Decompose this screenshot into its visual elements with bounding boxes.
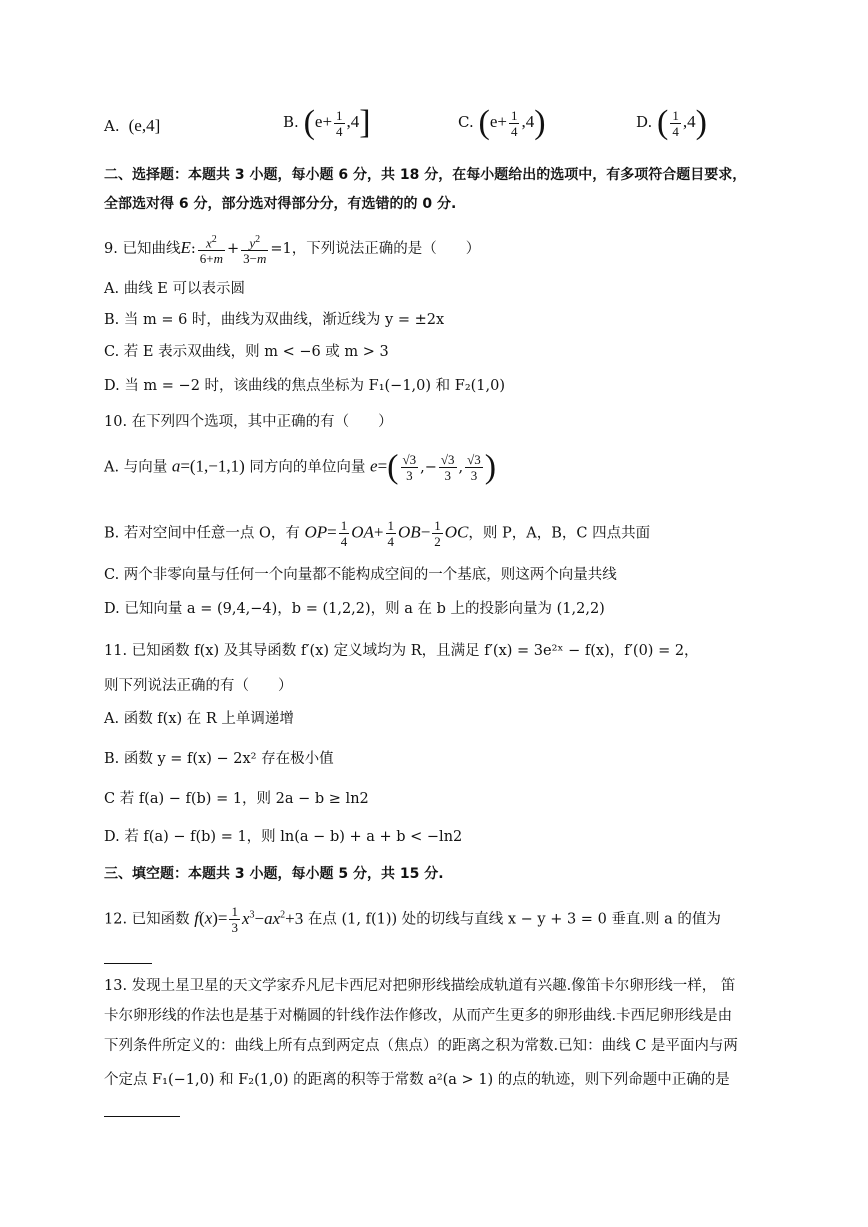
section2-heading-line2: 全部选对得 6 分，部分选对得部分分，有选错的的 0 分. (104, 196, 457, 212)
q10-b-suffix: ，则 P，A，B，C 四点共面 (468, 525, 651, 542)
option-a-value: (e,4] (124, 116, 161, 135)
q8-option-b: B. (e+ $\frac{1}{4}$ ,4] (283, 104, 371, 141)
q11-option-b: B. 函数 y = f(x) − 2x² 存在极小值 (104, 751, 334, 767)
q12-prefix: 12. 已知函数 (104, 911, 190, 928)
q13-line3: 下列条件所定义的：曲线上所有点到两定点（焦点）的距离之积为常数.已知：曲线 C 是平面内与两 (104, 1038, 738, 1054)
q10-a-prefix: A. 与向量 (104, 459, 168, 476)
q11-stem-line2: 则下列说法正确的有（ ） (104, 678, 293, 694)
q12-answer-blank[interactable] (104, 963, 152, 964)
q13-answer-blank[interactable] (104, 1116, 180, 1117)
q9-option-b: B. 当 m = 6 时，曲线为双曲线，渐近线为 y = ±2x (104, 312, 445, 328)
q9-option-d: D. 当 m = −2 时，该曲线的焦点坐标为 F₁(−1,0) 和 F₂(1,0) (104, 378, 506, 394)
q10-b-prefix: B. 若对空间中任意一点 O，有 (104, 525, 300, 542)
q11-option-d: D. 若 f(a) − f(b) = 1，则 ln(a − b) + a + b < −ln2 (104, 829, 463, 845)
q13-line1: 13. 发现土星卫星的天文学家乔凡尼卡西尼对把卵形线描绘成轨道有兴趣.像笛卡尔卵形线一样， 笛 (104, 978, 736, 994)
q9-stem-suffix: ，下列说法正确的是（ ） (291, 241, 481, 258)
q13-line4: 个定点 F₁(−1,0) 和 F₂(1,0) 的距离的积等于常数 a²(a > 1) 的点的轨迹，则下列命题中正确的是 (104, 1072, 730, 1088)
option-b-label: B. (283, 113, 299, 131)
q8-option-c: C. (e+ $\frac{1}{4}$ ,4) (458, 104, 546, 141)
option-a-label: A. (104, 117, 120, 135)
q10-option-b: B. 若对空间中任意一点 O，有 OP= $\frac{1}{4}$ OA+ $\frac{1}{4}$ OB− $\frac{1}{2}$ OC，则 P，A，B，C 四点共面 (104, 518, 651, 549)
q10-option-a: A. 与向量 a=(1,−1,1) 同方向的单位向量 e=( $\frac{√3}{3}$ ,− $\frac{√3}{3}$ , $\frac{√3}{3}$ ) (104, 448, 497, 486)
section3-heading: 三、填空题：本题共 3 小题，每小题 5 分，共 15 分. (104, 866, 444, 882)
q11-option-a: A. 函数 f(x) 在 R 上单调递增 (104, 711, 294, 727)
option-c-label: C. (458, 113, 474, 131)
q11-stem-line1: 11. 已知函数 f(x) 及其导函数 f′(x) 定义域均为 R，且满足 f′(x) = 3e²ˣ − f(x)，f′(0) = 2， (104, 643, 699, 659)
q9-option-c: C. 若 E 表示双曲线，则 m < −6 或 m > 3 (104, 344, 389, 360)
q10-option-c: C. 两个非零向量与任何一个向量都不能构成空间的一个基底，则这两个向量共线 (104, 567, 617, 583)
q9-stem-prefix: 9. 已知曲线 (104, 241, 181, 258)
option-d-label: D. (636, 113, 653, 131)
q12-stem: 12. 已知函数 f(x)= $\frac{1}{3}$ $x^3-ax^2+3$ 在点 (1, f(1)) 处的切线与直线 x − y + 3 = 0 垂直.则 a 的值为 (104, 904, 721, 935)
q12-suffix: 在点 (1, f(1)) 处的切线与直线 x − y + 3 = 0 垂直.则 a 的值为 (307, 911, 721, 928)
q13-line2: 卡尔卵形线的作法也是基于对椭圆的针线作法作修改，从而产生更多的卵形曲线.卡西尼卵形线是由 (104, 1008, 733, 1024)
q8-option-d: D. ( $\frac{1}{4}$ ,4) (636, 104, 707, 141)
section2-heading-line1: 二、选择题：本题共 3 小题，每小题 6 分，共 18 分，在每小题给出的选项中，有多项符合题目要求， (104, 167, 747, 183)
q9-stem: 9. 已知曲线E: $\frac{x^2}{6+m}$ + $\frac{y^2}{3-m}$ =1，下列说法正确的是（ ） (104, 234, 481, 267)
q11-option-c: C 若 f(a) − f(b) = 1，则 2a − b ≥ ln2 (104, 791, 369, 807)
q10-a-mid: 同方向的单位向量 (249, 459, 366, 476)
q10-option-d: D. 已知向量 a = (9,4,−4)，b = (1,2,2)，则 a 在 b 上的投影向量为 (1,2,2) (104, 601, 605, 617)
q8-option-a (104, 116, 160, 136)
q10-stem: 10. 在下列四个选项，其中正确的有（ ） (104, 414, 393, 430)
q9-option-a: A. 曲线 E 可以表示圆 (104, 281, 245, 297)
